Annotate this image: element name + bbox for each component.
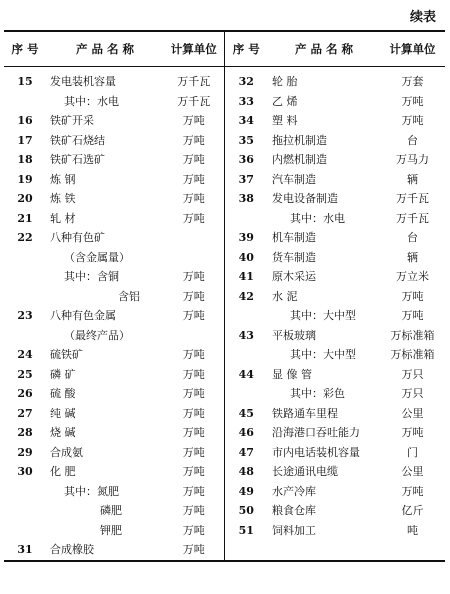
unit-right: 万马力 xyxy=(396,153,429,166)
unit-left: 万千瓦 xyxy=(164,92,224,112)
product-name-right: 乙 烯 xyxy=(272,94,298,108)
product-name-right: 其中：水电 xyxy=(290,211,345,225)
product-name-left: 其中：含铜 xyxy=(64,270,119,283)
table-row xyxy=(4,443,445,463)
product-name-right: 水 泥 xyxy=(272,289,298,303)
serial-right: 34 xyxy=(238,114,254,127)
serial-right xyxy=(224,384,268,404)
header-product-name-right: 产 品 名 称 xyxy=(268,31,380,67)
product-name-right: 原木采运 xyxy=(272,270,316,283)
unit-left: 万吨 xyxy=(164,306,224,326)
serial-right xyxy=(224,540,268,561)
product-unit-table xyxy=(4,30,445,562)
product-name-left: 铁矿开采 xyxy=(50,114,94,127)
product-name-right: 铁路通车里程 xyxy=(272,406,338,420)
product-name-right: 沿海港口吞吐能力 xyxy=(272,426,360,439)
table-row xyxy=(4,228,445,248)
unit-left: 万吨 xyxy=(164,189,224,209)
unit-right: 台 xyxy=(407,133,418,147)
unit-right: 公里 xyxy=(401,406,424,420)
product-name-right: 内燃机制造 xyxy=(272,153,327,166)
serial-left xyxy=(4,267,46,287)
table-row xyxy=(4,482,445,502)
serial-left: 20 xyxy=(17,192,33,205)
product-name-left: 八种有色金属 xyxy=(50,309,116,322)
serial-left: 18 xyxy=(17,153,33,166)
product-name-left: （含金属量） xyxy=(64,250,130,264)
unit-left: 万吨 xyxy=(164,150,224,170)
serial-right: 49 xyxy=(238,484,254,498)
product-name-left: 化 肥 xyxy=(50,465,76,478)
product-name-left: 八种有色矿 xyxy=(50,231,105,244)
header-unit-right: 计算单位 xyxy=(380,31,445,67)
serial-right: 32 xyxy=(238,75,254,88)
product-name-left: 炼 铁 xyxy=(50,192,76,205)
product-name-right: 其中：彩色 xyxy=(290,387,345,400)
unit-left: 万吨 xyxy=(164,384,224,404)
unit-left: 万吨 xyxy=(164,267,224,287)
table-row xyxy=(4,92,445,112)
serial-left: 29 xyxy=(17,445,33,459)
unit-right xyxy=(380,540,445,561)
product-name-left: 烧 碱 xyxy=(50,426,76,439)
product-name-left: 发电装机容量 xyxy=(50,75,116,88)
unit-right: 万只 xyxy=(401,367,424,381)
unit-right: 辆 xyxy=(407,250,418,264)
product-name-left: 硫 酸 xyxy=(50,387,76,400)
table-row xyxy=(4,540,445,561)
product-name-right: 饲料加工 xyxy=(272,523,316,537)
table-row xyxy=(4,423,445,443)
serial-right: 36 xyxy=(238,153,254,166)
unit-left: 万吨 xyxy=(164,287,224,307)
unit-right: 万吨 xyxy=(401,426,424,439)
unit-left: 万吨 xyxy=(164,462,224,482)
product-name-right: 显 像 管 xyxy=(272,367,312,381)
product-name-right: 塑 料 xyxy=(272,114,298,127)
serial-right: 41 xyxy=(238,270,254,283)
product-name-right: 汽车制造 xyxy=(272,172,316,186)
product-name-left: 轧 材 xyxy=(50,211,76,225)
table-row xyxy=(4,150,445,170)
serial-left: 26 xyxy=(17,387,33,400)
serial-right: 35 xyxy=(238,133,254,147)
table-row xyxy=(4,209,445,229)
table-row xyxy=(4,521,445,541)
table-row xyxy=(4,462,445,482)
product-name-left: 铁矿石选矿 xyxy=(50,153,105,166)
product-name-left: 硫铁矿 xyxy=(50,348,83,361)
product-name-right: 其中：大中型 xyxy=(290,348,356,361)
serial-right: 48 xyxy=(238,465,254,478)
unit-left: 万吨 xyxy=(164,482,224,502)
serial-left xyxy=(4,482,46,502)
serial-left: 27 xyxy=(17,406,33,420)
header-unit-left: 计算单位 xyxy=(164,31,224,67)
table-row xyxy=(4,365,445,385)
unit-right: 辆 xyxy=(407,172,418,186)
product-name-left: 钾肥 xyxy=(100,523,122,537)
serial-right: 51 xyxy=(238,523,254,537)
unit-left xyxy=(164,248,224,268)
serial-left xyxy=(4,287,46,307)
serial-left: 30 xyxy=(17,465,33,478)
product-name-left: （最终产品） xyxy=(64,328,130,342)
serial-right xyxy=(224,306,268,326)
serial-right xyxy=(224,209,268,229)
table-header-row xyxy=(4,31,445,67)
serial-right: 47 xyxy=(238,445,254,459)
table-row xyxy=(4,248,445,268)
product-name-right: 机车制造 xyxy=(272,231,316,244)
unit-right: 万吨 xyxy=(401,114,424,127)
product-name-right: 其中：大中型 xyxy=(290,309,356,322)
unit-right: 万千瓦 xyxy=(396,192,429,205)
serial-right: 43 xyxy=(238,328,254,342)
product-name-right: 轮 胎 xyxy=(272,75,298,88)
table-row xyxy=(4,111,445,131)
table-row xyxy=(4,306,445,326)
unit-right: 万吨 xyxy=(401,94,424,108)
product-name-left: 纯 碱 xyxy=(50,406,76,420)
serial-left: 28 xyxy=(17,426,33,439)
serial-right xyxy=(224,345,268,365)
table-row xyxy=(4,345,445,365)
header-serial-left: 序 号 xyxy=(4,31,46,67)
serial-left: 23 xyxy=(17,309,33,322)
product-name-right: 发电设备制造 xyxy=(272,192,338,205)
unit-right: 台 xyxy=(407,231,418,244)
unit-left: 万千瓦 xyxy=(164,67,224,92)
unit-left: 万吨 xyxy=(164,540,224,561)
unit-right: 万标准箱 xyxy=(390,328,435,342)
table-row xyxy=(4,501,445,521)
unit-left: 万吨 xyxy=(164,365,224,385)
unit-left: 万吨 xyxy=(164,443,224,463)
serial-left xyxy=(4,501,46,521)
unit-right: 万千瓦 xyxy=(396,211,429,225)
unit-right: 万标准箱 xyxy=(390,348,435,361)
serial-left: 31 xyxy=(4,540,46,561)
unit-right: 吨 xyxy=(407,523,418,537)
serial-left: 21 xyxy=(17,211,33,225)
serial-right: 40 xyxy=(238,250,254,264)
unit-left xyxy=(164,228,224,248)
unit-left xyxy=(164,326,224,346)
serial-right: 39 xyxy=(238,231,254,244)
serial-left xyxy=(4,326,46,346)
product-name-right: 拖拉机制造 xyxy=(272,133,327,147)
unit-left: 万吨 xyxy=(164,423,224,443)
product-name-left: 其中：水电 xyxy=(64,94,119,108)
serial-left xyxy=(4,521,46,541)
product-name-right xyxy=(268,540,380,561)
serial-right: 42 xyxy=(238,289,254,303)
table-row xyxy=(4,189,445,209)
unit-right: 万吨 xyxy=(401,309,424,322)
product-name-left: 磷肥 xyxy=(100,504,122,517)
table-row xyxy=(4,287,445,307)
serial-right: 50 xyxy=(238,504,254,517)
serial-right: 46 xyxy=(238,426,254,439)
serial-left: 17 xyxy=(17,133,33,147)
serial-right: 44 xyxy=(238,367,254,381)
product-name-right: 长途通讯电缆 xyxy=(272,465,338,478)
unit-left: 万吨 xyxy=(164,521,224,541)
serial-right: 45 xyxy=(238,406,254,420)
unit-left: 万吨 xyxy=(164,111,224,131)
product-name-left: 磷 矿 xyxy=(50,367,76,381)
unit-right: 公里 xyxy=(401,465,424,478)
unit-left: 万吨 xyxy=(164,209,224,229)
serial-left: 16 xyxy=(17,114,33,127)
product-name-left: 炼 钢 xyxy=(50,172,76,186)
serial-left: 15 xyxy=(17,75,33,88)
unit-left: 万吨 xyxy=(164,404,224,424)
serial-left: 19 xyxy=(17,172,33,186)
product-name-right: 平板玻璃 xyxy=(272,328,316,342)
product-name-right: 粮食仓库 xyxy=(272,504,316,517)
header-product-name-left: 产 品 名 称 xyxy=(46,31,164,67)
product-name-right: 水产冷库 xyxy=(272,484,316,498)
continued-table-note: 续表 xyxy=(409,10,436,25)
unit-left: 万吨 xyxy=(164,501,224,521)
serial-right: 37 xyxy=(238,172,254,186)
serial-left: 25 xyxy=(17,367,33,381)
table-row xyxy=(4,131,445,151)
product-name-left: 铁矿石烧结 xyxy=(50,133,105,147)
product-name-right: 货车制造 xyxy=(272,250,316,264)
table-row xyxy=(4,67,445,92)
serial-left: 24 xyxy=(17,348,33,361)
serial-left: 22 xyxy=(17,231,33,244)
serial-right: 33 xyxy=(238,94,254,108)
unit-right: 万吨 xyxy=(401,484,424,498)
table-row xyxy=(4,384,445,404)
unit-left: 万吨 xyxy=(164,131,224,151)
serial-right: 38 xyxy=(238,192,254,205)
unit-right: 万只 xyxy=(401,387,424,400)
product-name-left: 其中：氮肥 xyxy=(64,484,119,498)
serial-left xyxy=(4,92,46,112)
table-row xyxy=(4,326,445,346)
unit-right: 亿斤 xyxy=(401,504,424,517)
unit-right: 万吨 xyxy=(401,289,424,303)
table-row xyxy=(4,404,445,424)
table-row xyxy=(4,267,445,287)
unit-left: 万吨 xyxy=(164,345,224,365)
table-row xyxy=(4,170,445,190)
unit-left: 万吨 xyxy=(164,170,224,190)
unit-right: 万立米 xyxy=(396,270,429,283)
unit-right: 万套 xyxy=(401,75,424,88)
product-name-left: 合成氨 xyxy=(50,445,83,459)
product-name-left: 含铝 xyxy=(118,289,140,303)
product-name-left: 合成橡胶 xyxy=(46,540,164,561)
product-name-right: 市内电话装机容量 xyxy=(272,445,360,459)
unit-right: 门 xyxy=(407,445,418,459)
serial-left xyxy=(4,248,46,268)
header-serial-right: 序 号 xyxy=(224,31,268,67)
